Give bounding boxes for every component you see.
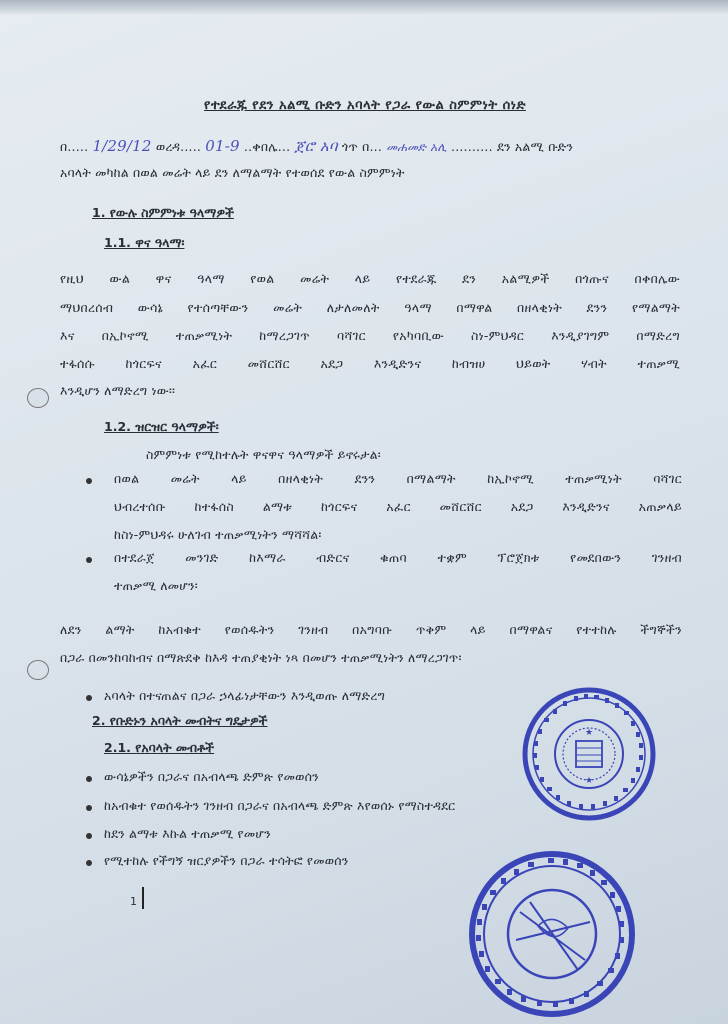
- bullet-marker: [86, 478, 92, 484]
- bullet-marker: [86, 695, 92, 701]
- bullet-2-line-2: ተጠቃሚ ለመሆን፡: [114, 578, 198, 593]
- handwritten-place: ጀሮ አባ: [294, 137, 338, 155]
- handwritten-date: 1/29/12: [92, 137, 152, 155]
- document-title: የተደራጁ የደን አልሚ ቡድን አባላት የጋራ የውል ስምምነት ሰነድ: [204, 98, 526, 113]
- section-2-heading: 2. የቡድኑን አባላት መብትና ግዴታዎች: [92, 713, 268, 728]
- svg-text:★: ★: [584, 728, 594, 738]
- rights-bullet-1: ውሳኔዎችን በጋራና በአብላጫ ድምጽ የመወሰን: [104, 769, 319, 784]
- bullet-marker: [86, 805, 92, 811]
- intro-prefix: በ: [60, 139, 68, 154]
- intro-village-label: ጎጥ በ: [341, 139, 370, 154]
- paragraph-1-1-line-1: የዚህ ውል ዋና ዓላማ የወል መሬት ላይ የተደራጁ ደን አልሚዎች በጎጡና በቀበሌው: [60, 271, 680, 286]
- bullet-1-line-3: ከስነ-ምህዳሩ ሁለገብ ተጠቃሚነትን ማሻሻል፡: [114, 527, 322, 542]
- bullet-marker: [86, 776, 92, 782]
- rights-bullet-2: ከአብቁተ የወሰዱትን ገንዘብ በጋራና በአብላጫ ድምጽ እየወሰኑ የማስተዳደር: [104, 798, 456, 813]
- paragraph-1-1-line-3: እና በኢኮኖሚ ተጠቃሚነት ከማረጋገጥ ባሻገር የአካባቢው ስነ-ምህዳር እንዲያገግም በማድረግ: [60, 328, 680, 343]
- handwritten-kebele: 01-9: [205, 137, 240, 155]
- official-stamp-2: [450, 842, 655, 1020]
- intro-line-1: በ..... 1/29/12 ወረዳ..... 01-9 ..ቀበሌ... ጀሮ አባ ጎጥ በ... መሐመድ አሊ .......... ደን አልሚ ቡድን: [60, 137, 574, 155]
- bullet-2-line-1: በተደራጀ መንገድ ከእማራ ብድርና ቁጠባ ተቋም ፕሮጀክቱ የመደበውን ገንዘብ: [114, 550, 682, 565]
- paragraph-2-line-1: ለደን ልማት ከአብቁተ የወሰዱትን ገንዘብ በአግባቡ ጥቅም ላይ በማዋልና የተተከሉ ችግኞችን: [60, 622, 682, 637]
- rights-bullet-4: የሚተከሉ የችግኝ ዝርያዎችን በጋራ ተሳትፎ የመወሰን: [104, 853, 349, 868]
- svg-text:★: ★: [584, 776, 594, 786]
- punch-hole-1: [27, 388, 49, 408]
- intro-line-2: አባላት መካከል በወል መሬት ላይ ደን ለማልማት የተወሰደ የውል ስምምነት: [60, 165, 405, 180]
- section-1-2-heading: 1.2. ዝርዝር ዓላማዎች፡: [104, 419, 219, 434]
- section-2-1-heading: 2.1. የአባላት መብቶች: [104, 740, 215, 755]
- paragraph-1-1-line-5: እንዲሆን ለማድረግ ነው፡፡: [60, 383, 176, 398]
- last-bullet-1: አባላት በተናጠልና በጋራ ኃላፊነታቸውን እንዲወጡ ለማድረግ: [104, 688, 386, 703]
- page-number: 1: [130, 895, 137, 908]
- bullet-marker: [86, 833, 92, 839]
- official-stamp-1: [520, 685, 658, 823]
- bullet-marker: [86, 860, 92, 866]
- section-1-heading: 1. የውሉ ስምምነቱ ዓላማዎች: [92, 205, 234, 220]
- paragraph-2-line-2: በጋራ በመንከባከብና በማጽደቅ ከእዳ ተጠያቂነት ነጻ በመሆን ተጠቃሚነትን ለማረጋገጥ፡: [60, 650, 462, 665]
- intro-month-label: ወረዳ: [155, 139, 181, 154]
- handwritten-group: መሐመድ አሊ: [386, 140, 447, 154]
- section-1-1-heading: 1.1. ዋና ዓላማ፡: [104, 235, 185, 250]
- bullet-marker: [86, 557, 92, 563]
- intro-line1-end: ደን አልሚ ቡድን: [496, 139, 574, 154]
- text-cursor: [142, 887, 144, 909]
- rights-bullet-3: ከደን ልማቱ እኩል ተጠቃሚ የመሆን: [104, 826, 271, 841]
- paragraph-1-1-line-4: ተፋሰሱ ከጎርፍና አፈር መሸርሸር አደጋ እንዲድንና ከብዝሀ ህይወት ሃብት ተጠቃሚ: [60, 356, 680, 371]
- punch-hole-2: [27, 660, 49, 680]
- paragraph-1-1-line-2: ማህበረሰብ ውሳኔ የተሰጣቸውን መሬት ለታለመለት ዓላማ በማዋል በዘላቂነት ደንን የማልማት: [60, 300, 680, 315]
- section-1-2-intro: ስምምነቱ የሚከተሉት ዋናዋና ዓላማዎች ይኖሩታል፡: [146, 447, 381, 462]
- bullet-1-line-2: ህብረተሰቡ ከተፋሰስ ልማቱ ከጎርፍና አፈር መሸርሸር አደጋ እንዲድንና አጠቃላይ: [114, 499, 682, 514]
- intro-kebele-label: ቀበሌ: [252, 139, 278, 154]
- bullet-1-line-1: በወል መሬት ላይ በዘላቂነት ደንን በማልማት ከኢኮኖሚ ተጠቃሚነት ባሻገር: [114, 471, 682, 486]
